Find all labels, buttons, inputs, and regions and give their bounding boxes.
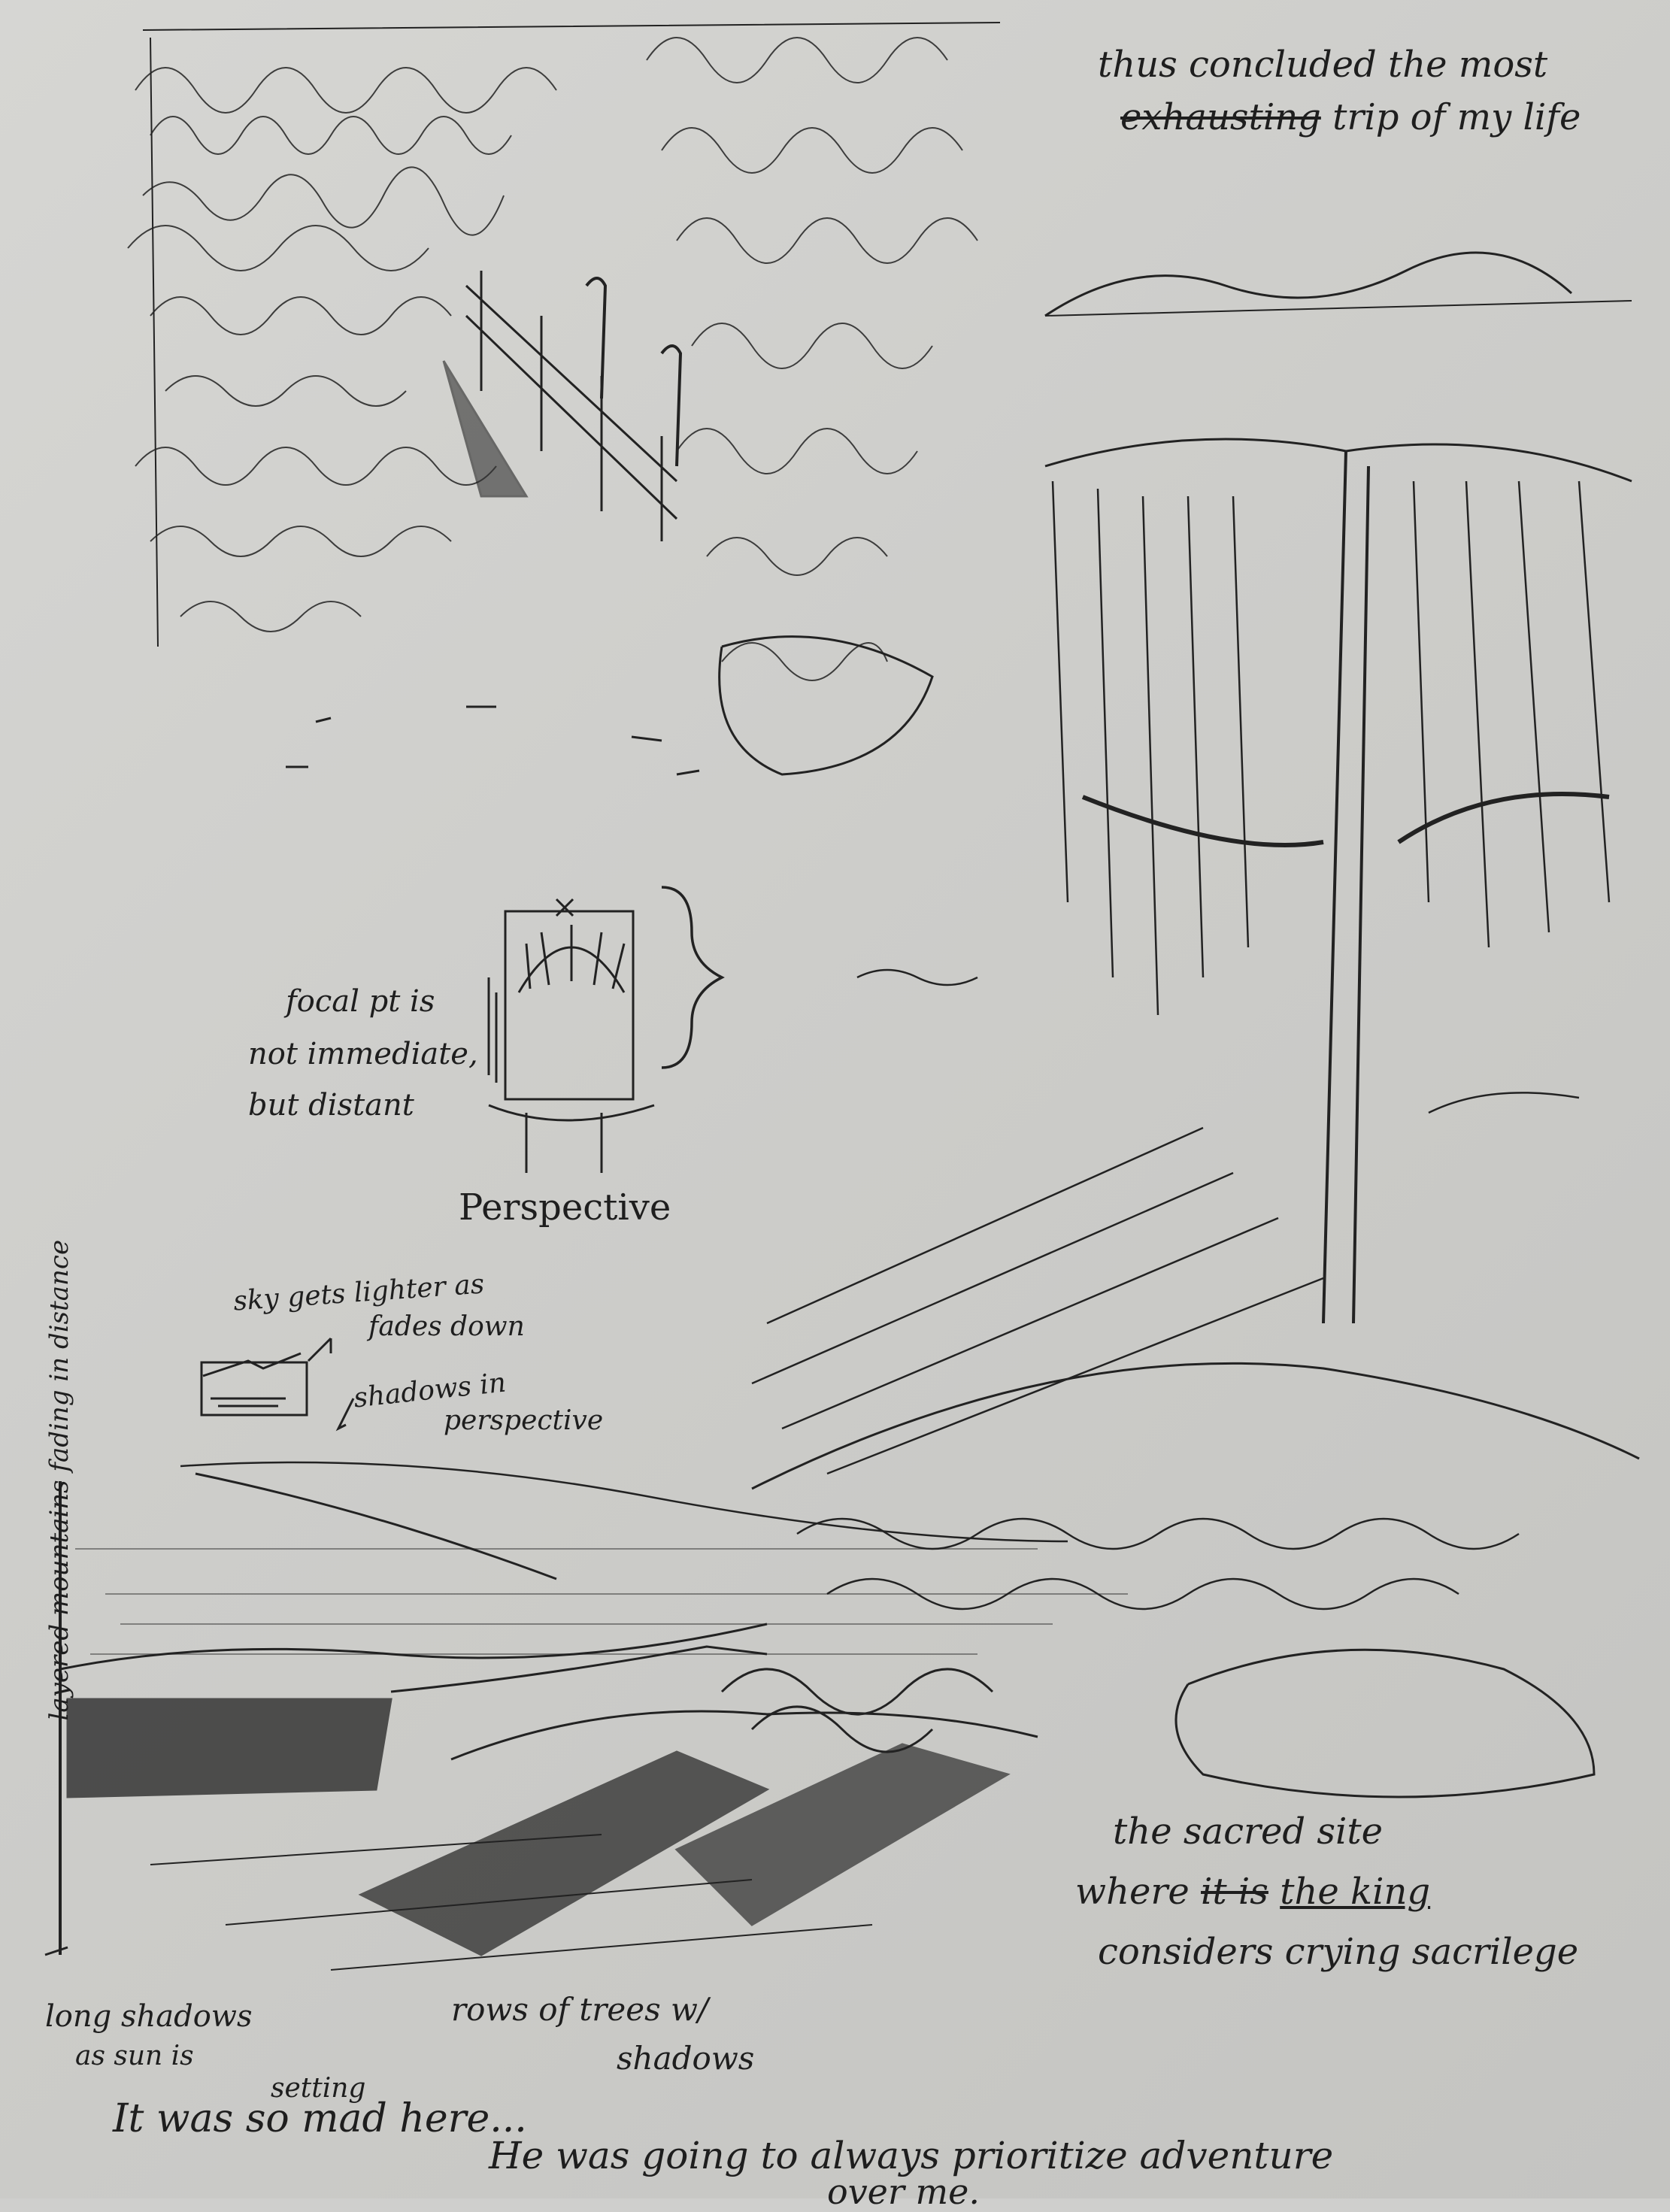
sacred-note-line1: the sacred site <box>1113 1811 1384 1853</box>
vertical-note <box>46 1240 74 1721</box>
sacred-note-line3: considers crying sacrilege <box>1098 1931 1579 1973</box>
bridge-sketch <box>128 23 1000 774</box>
shadow-note-line1: shadows in <box>352 1367 508 1414</box>
title-note-struck-word: exhausting <box>1120 96 1321 138</box>
focal-note-line2: not immediate, <box>248 1037 478 1071</box>
vertical-note-line2: fading in distance <box>44 1239 75 1472</box>
perspective-diagram <box>489 887 722 1173</box>
rows-trees-line2: shadows <box>617 2040 755 2077</box>
perspective-label: Perspective <box>459 1186 671 1229</box>
sky-note-line2: fades down <box>368 1311 525 1342</box>
closing-note-line3: over me. <box>827 2171 980 2212</box>
long-shadows-line2: as sun is <box>75 2041 194 2071</box>
long-shadows-line1: long shadows <box>45 1999 253 2034</box>
title-note-line1: thus concluded the most <box>1098 44 1548 86</box>
long-shadows-line3: setting <box>271 2073 366 2104</box>
title-note-line2 <box>1120 98 1581 138</box>
closing-note-line1: It was so mad here... <box>113 2096 527 2141</box>
sky-thumbnail <box>202 1338 353 1429</box>
title-note-rest: trip of my life <box>1332 96 1581 138</box>
landscape-sketch <box>45 1462 1128 1970</box>
rows-trees-line1: rows of trees w/ <box>451 1991 709 2028</box>
focal-note-line3: but distant <box>248 1088 414 1123</box>
sacred-note-underlined: the king <box>1280 1871 1431 1913</box>
shadow-note-line2: perspective <box>444 1405 604 1436</box>
sacred-note-struck: it is <box>1201 1871 1268 1913</box>
sacred-note-line2 <box>1075 1872 1430 1912</box>
closing-note-line2: He was going to always prioritize adventure <box>489 2134 1334 2177</box>
vertical-note-line1: layered mountains <box>44 1480 75 1721</box>
sacred-note-where: where <box>1075 1871 1190 1913</box>
waterfall-sketch <box>752 253 1639 1797</box>
focal-note-line1: focal pt is <box>286 984 435 1019</box>
sky-note-line1: sky gets lighter as <box>232 1268 486 1317</box>
